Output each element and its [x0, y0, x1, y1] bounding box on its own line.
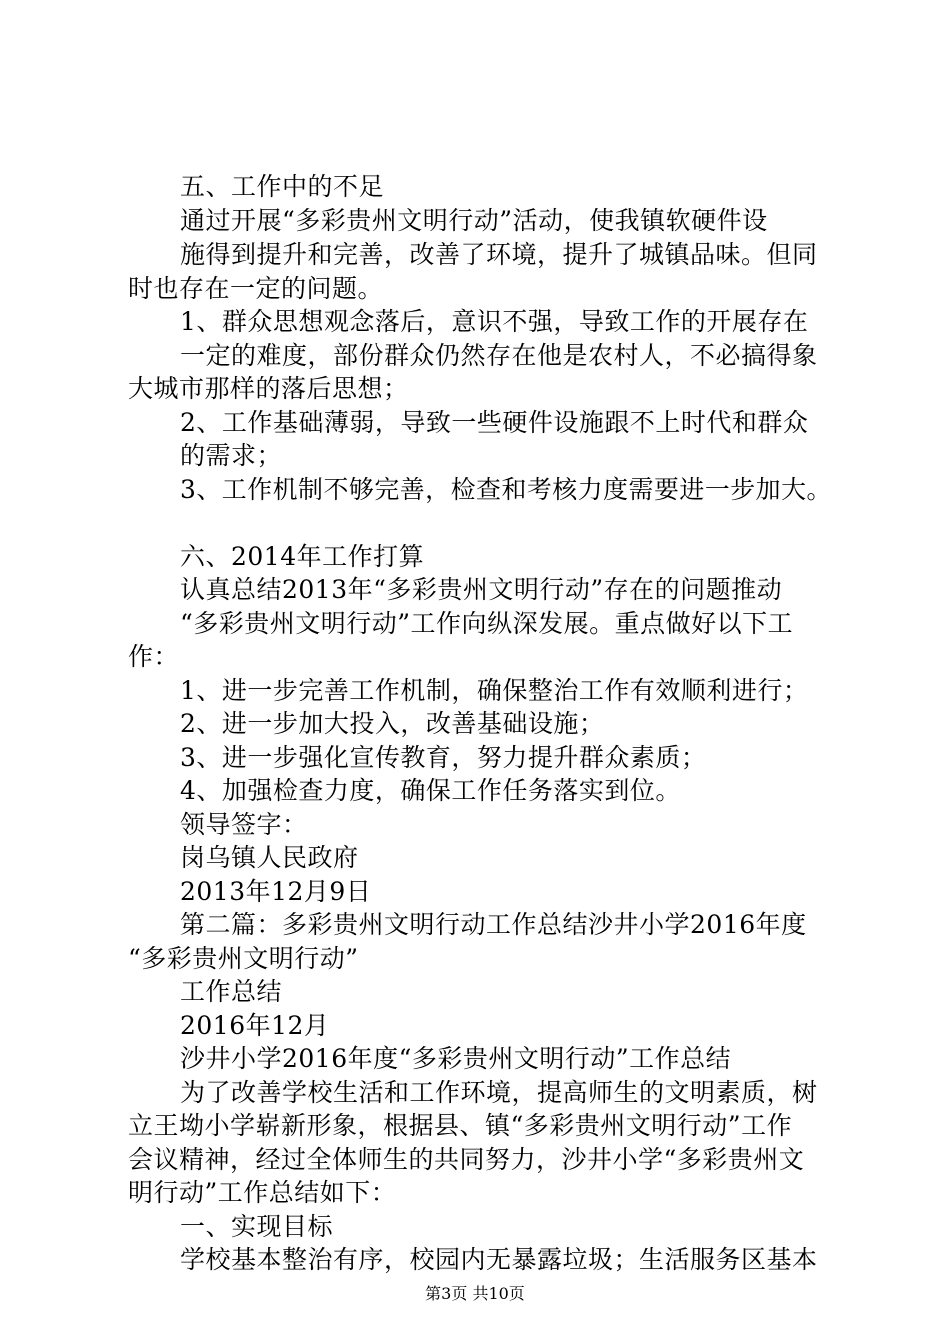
list-item: 4、加强检查力度，确保工作任务落实到位。 [180, 776, 681, 805]
paragraph-line: 为了改善学校生活和工作环境，提高师生的文明素质，树 [180, 1078, 818, 1107]
issuer-name: 岗乌镇人民政府 [180, 843, 359, 872]
paragraph-line: 的需求； [180, 441, 283, 470]
chapter-subtitle: 工作总结 [180, 977, 283, 1006]
paragraph-line: 作： [128, 642, 180, 671]
list-item: 1、群众思想观念落后，意识不强，导致工作的开展存在 [180, 307, 809, 336]
paragraph-line: “多彩贵州文明行动”工作向纵深发展。重点做好以下工 [180, 609, 794, 638]
paragraph-line: 施得到提升和完善，改善了环境，提升了城镇品味。但同 [180, 240, 818, 269]
list-item: 2、进一步加大投入，改善基础设施； [180, 709, 605, 738]
chapter-title: 第二篇：多彩贵州文明行动工作总结沙井小学2016年度 [180, 910, 807, 939]
paragraph-line: 通过开展“多彩贵州文明行动”活动，使我镇软硬件设 [180, 206, 768, 235]
paragraph-line: 一定的难度，部份群众仍然存在他是农村人，不必搞得象 [180, 341, 818, 370]
chapter-title-cont: “多彩贵州文明行动” [128, 944, 359, 973]
section-heading-shortcomings: 五、工作中的不足 [180, 172, 385, 201]
section-heading-plan: 六、2014年工作打算 [180, 542, 425, 571]
page-number-footer: 第3页 共10页 [425, 1284, 525, 1303]
paragraph-line: 认真总结2013年“多彩贵州文明行动”存在的问题推动 [180, 575, 783, 604]
paragraph-line: 大城市那样的落后思想； [128, 374, 409, 403]
report-title: 沙井小学2016年度“多彩贵州文明行动”工作总结 [180, 1044, 732, 1073]
section-heading-goals: 一、实现目标 [180, 1212, 334, 1241]
list-item: 3、进一步强化宣传教育，努力提升群众素质； [180, 743, 707, 772]
list-item: 2、工作基础薄弱，导致一些硬件设施跟不上时代和群众 [180, 408, 809, 437]
signature-label: 领导签字： [180, 810, 308, 839]
list-item: 1、进一步完善工作机制，确保整治工作有效顺利进行； [180, 676, 809, 705]
chapter-date: 2016年12月 [180, 1011, 330, 1040]
issue-date: 2013年12月9日 [180, 877, 372, 906]
paragraph-line: 时也存在一定的问题。 [128, 274, 384, 303]
paragraph-line: 会议精神，经过全体师生的共同努力，沙井小学“多彩贵州文 [128, 1145, 805, 1174]
paragraph-line: 学校基本整治有序，校园内无暴露垃圾；生活服务区基本 [180, 1245, 818, 1274]
paragraph-line: 立王坳小学崭新形象，根据县、镇“多彩贵州文明行动”工作 [128, 1111, 793, 1140]
paragraph-line: 明行动”工作总结如下： [128, 1178, 397, 1207]
list-item: 3、工作机制不够完善，检查和考核力度需要进一步加大。 [180, 475, 832, 504]
